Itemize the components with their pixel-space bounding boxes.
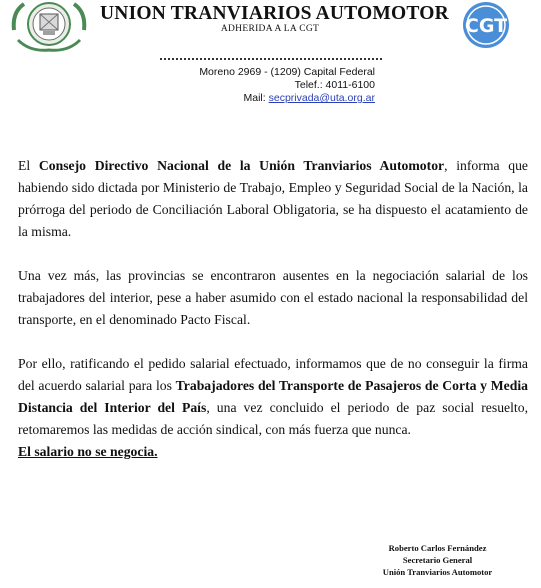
contact-mail-line [130, 92, 375, 105]
signer-organization: Unión Tranviarios Automotor [382, 567, 493, 577]
cgt-logo-text: CGT [464, 15, 508, 37]
signature-block [355, 542, 520, 578]
header-divider [160, 58, 382, 60]
document-body [18, 155, 528, 463]
paragraph-3-intro: Por ello, ratificando el pedido salarial efectuado, informamos que de no conseguir la firma del acuerdo salarial para los [18, 356, 528, 393]
paragraph-1-intro: El [18, 158, 39, 173]
paragraph-2: Una vez más, las provincias se encontraron ausentes en la negociación salarial de los trabajadores del interior, pese a haber asumido con el estado nacional la responsabilidad del transporte, en el denominado Pacto Fiscal. [18, 268, 528, 327]
contact-phone: Telef.: 4011-6100 [294, 79, 375, 91]
signer-title: Secretario General [402, 555, 473, 565]
contact-mail-label: Mail: [243, 92, 269, 104]
paragraph-1-bold: Consejo Directivo Nacional de la Unión Tranviarios Automotor [38, 158, 445, 173]
uta-seal-icon [10, 0, 88, 52]
signer-name: Roberto Carlos Fernández [388, 543, 487, 553]
cgt-logo-icon [454, 0, 518, 50]
paragraph-1-rest: , informa que habiendo sido dictada por Ministerio de Trabajo, Empleo y Seguridad Social de la Nación, la prórroga del periodo de Conciliación Laboral Obligatoria, se ha dispuesto el acatamiento de la misma. [18, 158, 528, 239]
organization-name: UNION TRANVIARIOS AUTOMOTOR [100, 3, 449, 24]
organization-subtitle: ADHERIDA A LA CGT [220, 24, 320, 34]
paragraph-3-bold: Trabajadores del Transporte de Pasajeros de Corta y Media Distancia del Interior del País [18, 378, 528, 415]
paragraph-3 [18, 353, 528, 463]
closing-statement: El salario no se negocia. [18, 444, 158, 459]
contact-email-link[interactable]: secprivada@uta.org.ar [268, 92, 375, 104]
contact-address: Moreno 2969 - (1209) Capital Federal [199, 66, 375, 78]
contact-block [130, 66, 375, 105]
paragraph-1 [18, 155, 528, 243]
paragraph-3-rest: , una vez concluido el periodo de paz social resuelto, retomaremos las medidas de acción sindical, con más fuerza que nunca. [18, 400, 529, 437]
